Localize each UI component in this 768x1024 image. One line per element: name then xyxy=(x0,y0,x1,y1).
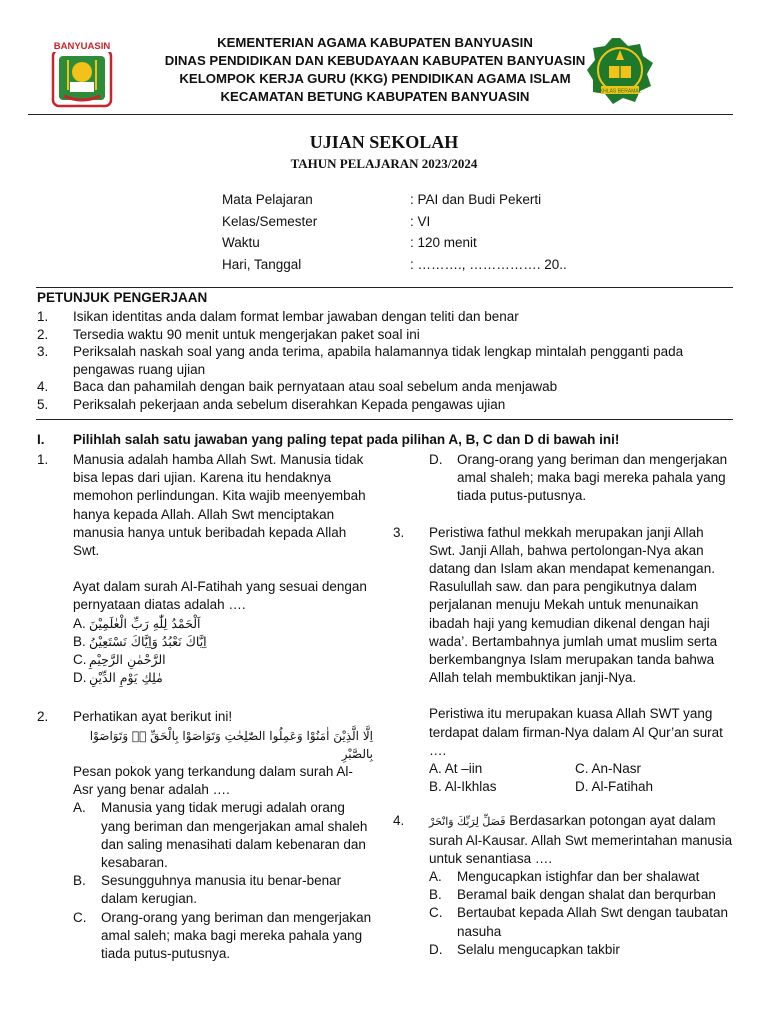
option-label: C. xyxy=(73,652,87,668)
option-label: C. xyxy=(429,905,443,921)
answer-option[interactable] xyxy=(73,651,373,669)
instruction-number: 5. xyxy=(37,396,49,412)
question-prompt: Peristiwa itu merupakan kuasa Allah SWT yang terdapat dalam firman-Nya dalam Al Qur’an surat …. xyxy=(429,706,723,758)
instructions-title: PETUNJUK PENGERJAAN xyxy=(37,290,208,305)
option-label: B. xyxy=(429,887,442,903)
answer-option[interactable] xyxy=(429,904,733,940)
question-prompt: Pesan pokok yang terkandung dalam surah Al-Asr yang benar adalah …. xyxy=(73,764,353,798)
option-label: A. xyxy=(73,800,86,816)
question-2-continued xyxy=(393,451,733,506)
right-column xyxy=(393,451,733,959)
section-divider xyxy=(36,419,733,420)
info-label: Kelas/Semester xyxy=(222,213,318,229)
info-row xyxy=(222,257,642,279)
answer-option[interactable] xyxy=(73,633,373,651)
exam-title: UJIAN SEKOLAH xyxy=(309,132,459,152)
info-label: Mata Pelajaran xyxy=(222,192,313,207)
question-prompt: Ayat dalam surah Al-Fatihah yang sesuai dengan pernyataan diatas adalah …. xyxy=(73,579,367,613)
banyuasin-regency-logo xyxy=(50,38,114,108)
option-label: B. xyxy=(73,633,86,649)
option-label: C. xyxy=(73,909,87,925)
option-text: Beramal baik dengan shalat dan berqurban xyxy=(457,887,716,903)
answer-option[interactable] xyxy=(73,799,373,872)
answer-option[interactable] xyxy=(429,868,733,886)
info-row xyxy=(222,235,642,257)
question-text: Perhatikan ayat berikut ini! xyxy=(73,709,233,725)
option-label: D. xyxy=(575,779,589,795)
instruction-text: Periksalah naskah soal yang anda terima, apabila halamannya tidak lengkap mintalah pengganti pada pengawas ruang ujian xyxy=(73,344,684,377)
option-label: D. xyxy=(429,941,443,957)
answer-option[interactable] xyxy=(429,941,733,959)
ministry-of-religious-affairs-logo xyxy=(585,36,655,106)
option-text: Mengucapkan istighfar dan ber shalawat xyxy=(457,869,700,885)
instruction-item xyxy=(37,308,727,326)
option-label: A. xyxy=(73,615,86,631)
option-text: Orang-orang yang beriman dan mengerjakan amal shaleh; maka bagi mereka pahala yang tiada putus-putusnya. xyxy=(457,452,728,504)
instructions-list xyxy=(37,308,727,413)
question-number: 4. xyxy=(393,813,405,829)
logo-motto: IKHLAS BERAMAL xyxy=(598,88,642,95)
header-line-2: DINAS PENDIDIKAN DAN KEBUDAYAAN KABUPATEN BANYUASIN xyxy=(164,53,586,68)
option-text: Sesungguhnya manusia itu benar-benar dalam kerugian. xyxy=(101,873,342,907)
question-text: Berdasarkan potongan ayat dalam surah Al-Kausar. Allah Swt memerintahan manusia untuk senantiasa …. xyxy=(429,813,733,866)
answer-option[interactable] xyxy=(575,778,725,796)
option-text: اَلْحَمْدُ لِلّٰهِ رَبِّ الْعٰلَمِيْنَ xyxy=(89,615,201,631)
option-text: An-Nasr xyxy=(591,761,642,777)
question-text: Peristiwa fathul mekkah merupakan janji Allah Swt. Janji Allah, bahwa pertolongan-Nya akan datang dan Islam akan mendapat kemenangan. Rasulullah saw. dan para pengikutnya dalam perjalanan menuju Mekah untuk menunaikan ibadah haji yang kemudian dikenal dengan haji wada’. Bertambahnya jumlah umat muslim serta berkembangnya Islam merupakan tanda bahwa Allah telah membuktikan janji-Nya. xyxy=(429,524,718,686)
option-text: Selalu mengucapkan takbir xyxy=(457,941,620,957)
answer-options-grid xyxy=(429,760,733,796)
info-row xyxy=(222,192,642,214)
option-label: A. xyxy=(429,761,442,777)
instruction-text: Baca dan pahamilah dengan baik pernyataan atau soal sebelum anda menjawab xyxy=(73,379,558,394)
section-divider xyxy=(36,287,733,288)
option-text: Manusia yang tidak merugi adalah orang yang beriman dan mengerjakan amal shaleh dan saling menasihati dalam kebenaran dan kesabaran. xyxy=(101,800,368,871)
option-text: At –iin xyxy=(444,761,483,777)
option-text: Al-Fatihah xyxy=(591,779,654,795)
instruction-item xyxy=(37,378,727,396)
info-row xyxy=(222,214,642,236)
question-1 xyxy=(37,451,373,687)
question-text: Manusia adalah hamba Allah Swt. Manusia tidak bisa lepas dari ujian. Karena itu hendaknya memohon perlindungan. Kita wajib meenyembah hanya kepada Allah. Allah Swt menciptakan manusia hanya untuk beribadah kepada Allah Swt. xyxy=(73,452,366,559)
option-text: مٰلِكِ يَوْمِ الدِّيْنِ xyxy=(89,670,163,686)
question-number: 3. xyxy=(393,524,405,540)
quran-verse: فَصَلِّ لِرَبِّكَ وَانْحَرْ xyxy=(429,815,506,829)
answer-option[interactable] xyxy=(429,778,575,796)
exam-subtitle: TAHUN PELAJARAN 2023/2024 xyxy=(290,156,478,171)
answer-option[interactable] xyxy=(73,872,373,908)
header-divider xyxy=(28,114,733,115)
answer-option[interactable] xyxy=(429,886,733,904)
instruction-text: Tersedia waktu 90 menit untuk mengerjakan paket soal ini xyxy=(73,326,420,342)
option-text: الرَّحْمٰنِ الرَّحِيْمِ xyxy=(89,652,166,668)
letterhead xyxy=(0,30,768,118)
answer-option[interactable] xyxy=(73,669,373,687)
instruction-number: 3. xyxy=(37,344,49,359)
answer-option[interactable] xyxy=(429,451,733,506)
answer-option[interactable] xyxy=(575,760,725,778)
option-label: B. xyxy=(73,873,86,889)
option-text: Bertaubat kepada Allah Swt dengan taubatan nasuha xyxy=(457,905,728,939)
answer-option[interactable] xyxy=(429,760,575,778)
section-instruction: Pilihlah salah satu jawaban yang paling tepat pada pilihan A, B, C dan D di bawah ini! xyxy=(73,432,620,447)
section-number: I. xyxy=(37,432,45,447)
instruction-number: 4. xyxy=(37,379,49,394)
logo-text: BANYUASIN xyxy=(53,41,111,52)
option-label: D. xyxy=(73,670,87,686)
question-number: 1. xyxy=(37,452,49,467)
instruction-item xyxy=(37,326,727,344)
info-value: : PAI dan Budi Pekerti xyxy=(410,192,542,207)
option-text: Al-Ikhlas xyxy=(444,779,497,795)
option-label: B. xyxy=(429,779,442,795)
answer-option[interactable] xyxy=(73,909,373,964)
info-value: : 120 menit xyxy=(410,235,477,250)
question-2 xyxy=(37,708,373,963)
instruction-number: 1. xyxy=(37,309,49,324)
header-line-1: KEMENTERIAN AGAMA KABUPATEN BANYUASIN xyxy=(217,35,533,50)
question-4 xyxy=(393,812,733,959)
header-line-4: KECAMATAN BETUNG KABUPATEN BANYUASIN xyxy=(220,89,530,104)
option-label: C. xyxy=(575,761,589,777)
option-text: Orang-orang yang beriman dan mengerjakan amal saleh; maka bagi mereka pahala yang tiada putus-putusnya. xyxy=(101,909,372,962)
quran-verse: اِلَّا الَّذِيْنَ اٰمَنُوْا وَعَمِلُوا الصّٰلِحٰتِ وَتَوَاصَوْا بِالْحَقِّ ەۙ وَتَوَاصَوْا بِالصَّبْرِ xyxy=(89,728,373,761)
option-text: اِيَّاكَ نَعْبُدُ وَاِيَّاكَ نَسْتَعِيْنُ xyxy=(89,633,207,649)
answer-option[interactable] xyxy=(73,615,373,633)
option-label: A. xyxy=(429,869,442,885)
instruction-item xyxy=(37,343,727,378)
question-number: 2. xyxy=(37,709,49,725)
option-label: D. xyxy=(429,452,443,467)
exam-info xyxy=(222,192,642,278)
instruction-item xyxy=(37,396,727,414)
info-value: : VI xyxy=(410,213,431,229)
info-value: : ………., ……………. 20.. xyxy=(410,256,567,272)
instruction-number: 2. xyxy=(37,326,49,342)
info-label: Hari, Tanggal xyxy=(222,256,302,272)
instruction-text: Periksalah pekerjaan anda sebelum diserahkan Kepada pengawas ujian xyxy=(73,396,506,412)
left-column xyxy=(37,451,373,963)
letterhead-text xyxy=(130,34,620,106)
info-label: Waktu xyxy=(222,235,260,250)
header-line-3: KELOMPOK KERJA GURU (KKG) PENDIDIKAN AGAMA ISLAM xyxy=(179,71,571,86)
question-3 xyxy=(393,524,733,797)
instruction-text: Isikan identitas anda dalam format lembar jawaban dengan teliti dan benar xyxy=(73,309,519,324)
